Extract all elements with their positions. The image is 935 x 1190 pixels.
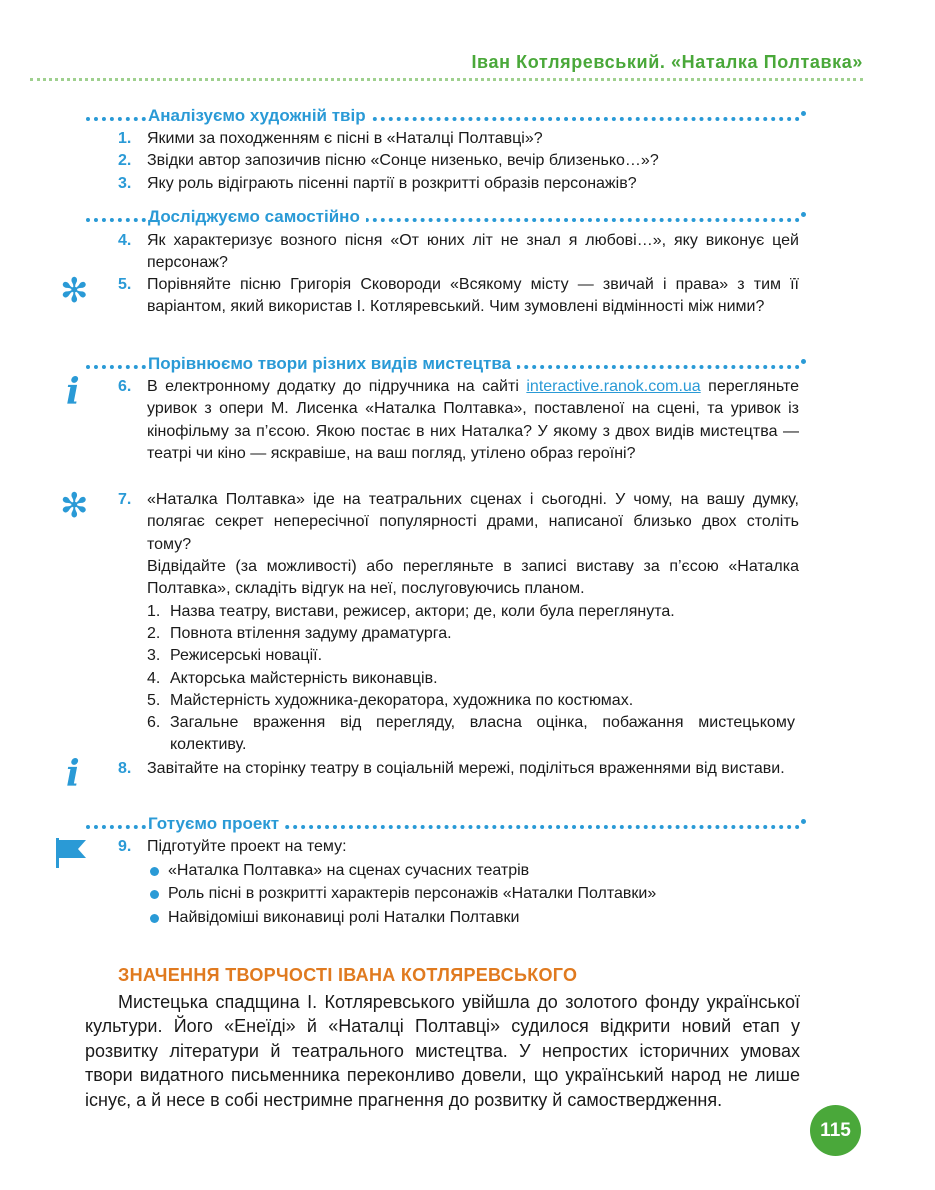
section-title: Аналізуємо художній твір [148,106,372,126]
section-header-research [86,207,800,227]
bullet-icon [150,890,159,899]
question-number: 7. [118,491,132,508]
section-header-project [86,814,800,834]
plan-item: 6. Загальне враження від перегляду, власна оцінка, побажання мистецькому колективу. [147,714,795,754]
section-title: Досліджуємо самостійно [148,207,366,227]
bullet-icon [150,914,159,923]
question-text: Підготуйте проект на тему: [147,838,347,855]
section-title: Порівнюємо твори різних видів мистецтва [148,354,517,374]
question-number: 6. [118,378,132,395]
asterisk-icon: ✻ [60,272,89,310]
question-text: «Наталка Полтавка» іде на театральних сценах і сьогодні. У чому, на вашу думку, полягає секрет непересічної популярності драми, написаної близько двох століть тому? [147,491,799,553]
page-number: 115 [810,1105,861,1156]
question-text: Завітайте на сторінку театру в соціальній мережі, поділіться враженнями від вистави. [147,760,785,777]
question-number: 1. [118,130,132,147]
running-title: Іван Котляревський. «Наталка Полтавка» [471,52,863,72]
question-number: 9. [118,838,132,855]
header-divider [30,78,863,81]
question-number: 4. [118,232,132,249]
website-link[interactable]: interactive.ranok.com.ua [526,378,701,395]
question-number: 2. [118,152,132,169]
plan-item: 2. Повнота втілення задуму драматурга. [147,625,452,642]
plan-item: 3. Режисерські новації. [147,647,323,664]
plan-item: 5. Майстерність художника-декоратора, художника по костюмах. [147,692,634,709]
question-number: 8. [118,760,132,777]
section-header-analyze [86,106,800,126]
info-icon: i [66,753,80,795]
body-paragraph: Мистецька спадщина І. Котляревського увійшла до золотого фонду української культури. Його «Енеїді» й «Наталці Полтавці» судилося відкрити новий етап у розвитку літератури й театрального мистецтва. У непростих історичних умовах твори видатного письменника переконливо довели, що український народ не лише існує, а й несе в собі нестримне прагнення до розвитку й самоствердження. [85,992,800,1110]
section-heading: ЗНАЧЕННЯ ТВОРЧОСТІ ІВАНА КОТЛЯРЕВСЬКОГО [118,965,578,985]
bullet-icon [150,867,159,876]
info-icon: i [66,371,80,413]
section-title: Готуємо проект [148,814,285,834]
flag-icon [56,838,88,873]
question-text: Якими за походженням є пісні в «Наталці Полтавці»? [147,130,543,147]
question-text: Порівняйте пісню Григорія Сковороди «Всякому місту — звичай і права» з тим її варіантом, який використав І. Котляревський. Чим зумовлені відмінності між ними? [147,276,799,316]
plan-item: 4. Акторська майстерність виконавців. [147,670,438,687]
question-text: Звідки автор запозичив пісню «Сонце низенько, вечір близенько…»? [147,152,659,169]
question-text: Яку роль відіграють пісенні партії в розкритті образів персонажів? [147,175,637,192]
question-text: Як характеризує возного пісня «От юних літ не знал я любові…», яку виконує цей персонаж? [147,232,799,272]
question-instruction: Відвідайте (за можливості) або перегляньте в записі виставу за п’єсою «Наталка Полтавка», складіть відгук на неї, послуговуючись планом. [147,558,799,598]
question-number: 3. [118,175,132,192]
question-number: 5. [118,276,132,293]
plan-item: 1. Назва театру, вистави, режисер, актори; де, коли була переглянута. [147,603,675,620]
asterisk-icon: ✻ [60,487,89,525]
section-header-compare [86,354,800,374]
question-text: В електронному додатку до підручника на сайті interactive.ranok.com.ua перегляньте уривок з опери М. Лисенка «Наталка Полтавка», поставленої на сцені, та уривок із кінофільму за п’єсою. Якою постає в них Наталка? У якому з двох видів мистецтва — театрі чи кіно — яскравіше, на ваш погляд, утілено образ героїні? [147,378,799,463]
